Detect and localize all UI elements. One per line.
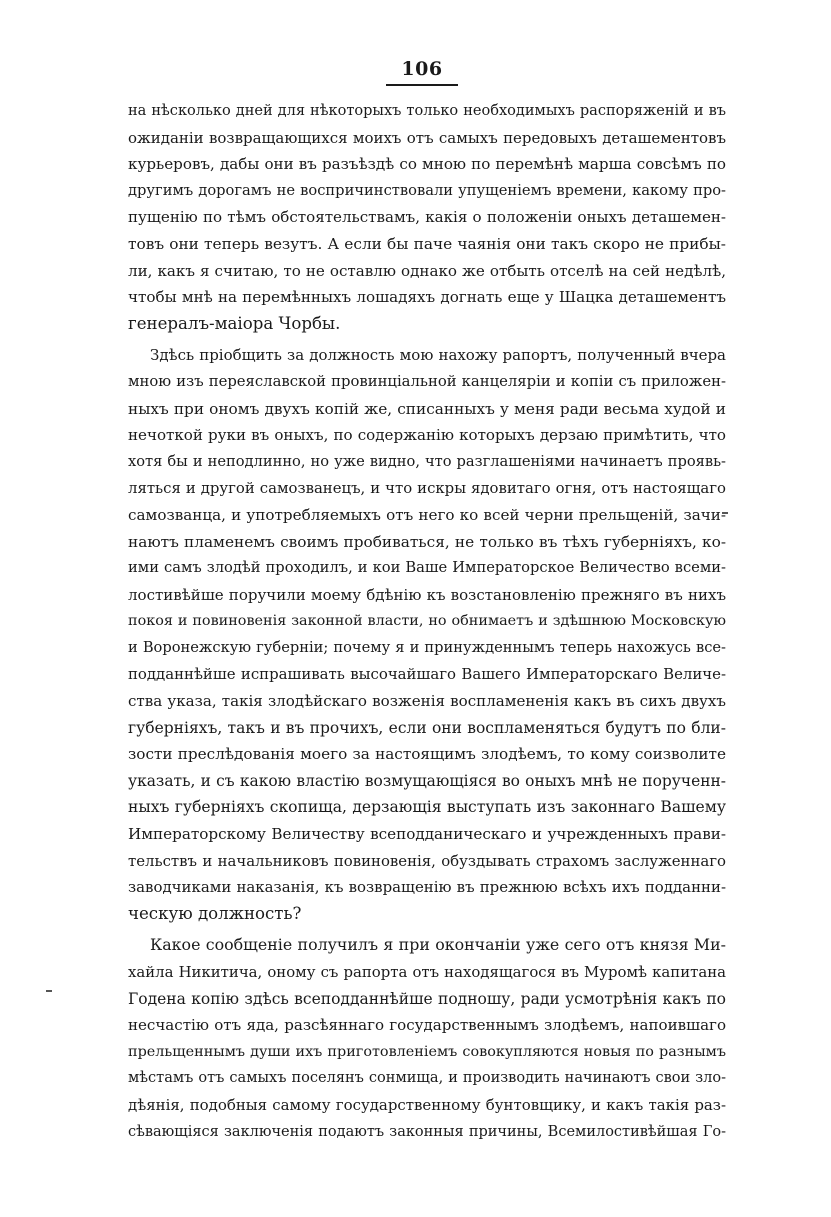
text-line: товъ они теперь везутъ. А если бы паче чаянія они такъ скоро не прибы- [128,234,726,253]
paragraph-3 [128,932,726,1145]
body-text [128,98,726,1145]
text-line: хайла Никитича, оному съ рапорта отъ находящагося въ Муромѣ капитана [128,963,726,981]
text-line: подданнѣйше испрашивать высочайшаго Вашего Императорскаго Величе- [128,665,726,684]
page-number: 106 [401,58,443,80]
text-line: и Воронежскую губерніи; почему я и принужденнымъ теперь нахожусь все- [128,638,726,656]
text-line: ляться и другой самозванецъ, и что искры ядовитаго огня, отъ настоящаго [128,479,726,498]
text-line: ожиданіи возвращающихся моихъ отъ самыхъ передовыхъ деташементовъ [128,128,726,147]
text-line: несчастію отъ яда, разсѣяннаго государственнымъ злодѣемъ, напоившаго [128,1016,726,1035]
text-line: ныхъ при ономъ двухъ копій же, списанныхъ у меня ради весьма худой и [128,399,726,418]
text-line: тельствъ и начальниковъ повиновенія, обуздывать страхомъ заслуженнаго [128,851,726,870]
text-line: заводчиками наказанія, къ возвращенію въ прежнюю всѣхъ ихъ подданни- [128,878,726,897]
text-line: Императорскому Величеству всеподданическаго и учрежденныхъ прави- [128,825,726,844]
text-line: самозванца, и употребляемыхъ отъ него ко всей черни прельщеній, зачи- [128,505,726,524]
text-line: лостивѣйше поручили моему бдѣнію къ возстановленію прежняго въ нихъ [128,585,726,604]
text-line: хотя бы и неподлинно, но уже видно, что разглашеніями начинаетъ проявь- [128,452,726,470]
text-line: нечоткой руки въ оныхъ, по содержанію которыхъ дерзаю примѣтить, что [128,426,726,445]
text-line: ческую должность? [128,903,302,923]
text-line: покоя и повиновенія законной власти, но обнимаетъ и здѣшнюю Московскую [128,613,726,630]
text-line: другимъ дорогамъ не воспричинствовали упущеніемъ времени, какому про- [128,181,726,199]
text-line: генералъ-маіора Чорбы. [128,313,341,333]
text-line: ства указа, такія злодѣйскаго возженія воспламененія какъ въ сихъ двухъ [128,692,726,711]
text-line: дѣянія, подобныя самому государственному бунтовщику, и какъ такія раз- [128,1095,726,1114]
text-line: прельщеннымъ души ихъ приготовленіемъ совокупляются новыя по разнымъ [128,1043,726,1060]
text-line: курьеровъ, дабы они въ разъѣздѣ со мною по перемѣнѣ марша совсѣмъ по [128,155,726,174]
text-line: сѣвающіяся заключенія подаютъ законныя причины, Всемилостивѣйшая Го- [128,1123,726,1140]
page-number-rule [386,84,458,86]
text-line: наютъ пламенемъ своимъ пробиваться, не только въ тѣхъ губерніяхъ, ко- [128,532,726,551]
text-line: мѣстамъ отъ самыхъ поселянъ сонмища, и производить начинаютъ свои зло- [128,1070,726,1087]
text-line: мною изъ переяславской провинціальной канцеляріи и копіи съ приложен- [128,372,726,390]
text-line: чтобы мнѣ на перемѣнныхъ лошадяхъ догнать еще у Шацка деташементъ [128,288,726,307]
text-line: Здѣсь пріобщить за должность мою нахожу рапортъ, полученный вчера [150,346,726,365]
text-line: губерніяхъ, такъ и въ прочихъ, если они воспламеняться будутъ по бли- [128,718,726,737]
text-line: пущенію по тѣмъ обстоятельствамъ, какія о положеніи оныхъ деташемен- [128,208,726,227]
text-line: Годена копію здѣсь всеподданнѣйше подношу, ради усмотрѣнія какъ по [128,989,726,1008]
text-line: зости преслѣдованія моего за настоящимъ злодѣемъ, то кому соизволите [128,745,726,764]
text-line: указать, и съ какою властію возмущающіяся во оныхъ мнѣ не порученн- [128,771,726,790]
paragraph-1 [128,98,726,337]
margin-mark [46,990,52,992]
text-line: Какое сообщеніе получилъ я при окончаніи уже сего отъ князя Ми- [150,935,726,955]
text-line: ныхъ губерніяхъ скопища, дерзающія выступать изъ законнаго Вашему [128,798,726,817]
text-line: ими самъ злодѣй проходилъ, и кои Ваше Императорское Величество всеми- [128,559,726,577]
text-line: ли, какъ я считаю, то не оставлю однако же отбыть отселѣ на сей недѣлѣ, [128,261,726,280]
text-line: на нѣсколько дней для нѣкоторыхъ только необходимыхъ распоряженій и въ [128,103,726,119]
paragraph-2 [128,342,726,927]
